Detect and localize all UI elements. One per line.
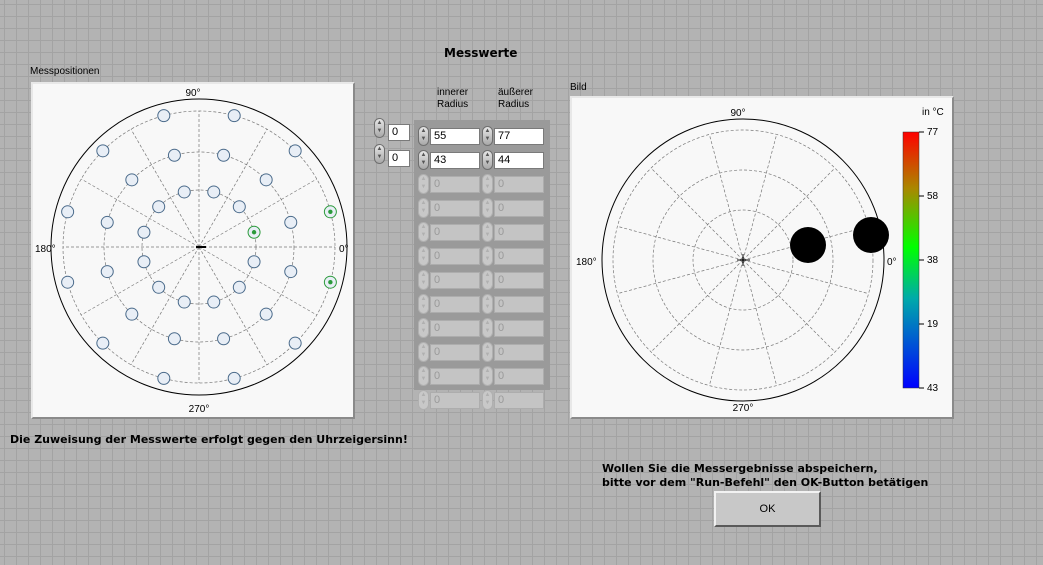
measure-position-marker[interactable] [218, 333, 230, 345]
scale-tick-label: 19 [927, 319, 939, 330]
measure-position-marker[interactable] [97, 337, 109, 349]
measure-position-marker[interactable] [248, 256, 260, 268]
inner-radius-field: 0 [430, 296, 480, 313]
scale-tick-label: 38 [927, 255, 939, 266]
inner-radius-field[interactable]: 55 [430, 128, 480, 145]
index-field-1[interactable]: 0 [388, 124, 410, 141]
angle-label-90: 90° [730, 108, 746, 119]
index-spinner-2[interactable]: ▲ ▼ [374, 144, 385, 164]
inner-radius-spinner: ▲ ▼ [418, 246, 429, 266]
inner-radius-field: 0 [430, 248, 480, 265]
outer-radius-spinner: ▲ ▼ [482, 222, 493, 242]
image-label: Bild [570, 82, 587, 93]
measure-position-marker[interactable] [233, 201, 245, 213]
measure-position-marker[interactable] [285, 216, 297, 228]
image-panel [570, 96, 954, 419]
outer-radius-spinner[interactable]: ▲ ▼ [482, 126, 493, 146]
measure-position-marker[interactable] [138, 256, 150, 268]
active-marker-dot [328, 280, 332, 284]
outer-radius-field: 0 [494, 344, 544, 361]
outer-radius-header: äußerer Radius [498, 87, 534, 110]
save-hint [602, 462, 928, 490]
measure-position-marker[interactable] [158, 110, 170, 122]
outer-radius-field: 0 [494, 368, 544, 385]
outer-radius-field: 0 [494, 224, 544, 241]
outer-radius-field: 0 [494, 176, 544, 193]
outer-radius-spinner: ▲ ▼ [482, 198, 493, 218]
outer-radius-spinner: ▲ ▼ [482, 270, 493, 290]
save-hint-line2: bitte vor dem "Run-Befehl" den OK-Button betätigen [602, 476, 929, 489]
hotspot-inner [790, 227, 826, 263]
measure-positions-plot [33, 84, 353, 417]
measure-position-marker[interactable] [289, 337, 301, 349]
measure-position-marker[interactable] [260, 308, 272, 320]
outer-radius-spinner: ▲ ▼ [482, 366, 493, 386]
measure-position-marker[interactable] [153, 201, 165, 213]
inner-radius-spinner: ▲ ▼ [418, 318, 429, 338]
measure-position-marker[interactable] [289, 145, 301, 157]
inner-radius-spinner: ▲ ▼ [418, 270, 429, 290]
save-hint-line1: Wollen Sie die Messergebnisse abspeichern, [602, 462, 878, 475]
outer-radius-spinner: ▲ ▼ [482, 294, 493, 314]
grid-spoke [709, 260, 743, 386]
measure-position-marker[interactable] [208, 186, 220, 198]
measure-position-marker[interactable] [178, 186, 190, 198]
active-marker-dot [328, 210, 332, 214]
measure-position-marker[interactable] [126, 308, 138, 320]
inner-radius-field: 0 [430, 368, 480, 385]
inner-radius-header: innerer Radius [437, 87, 469, 110]
outer-radius-field: 0 [494, 296, 544, 313]
grid-spoke [651, 168, 743, 260]
outer-radius-spinner: ▲ ▼ [482, 390, 493, 410]
outer-radius-spinner: ▲ ▼ [482, 318, 493, 338]
inner-radius-spinner[interactable]: ▲ ▼ [418, 126, 429, 146]
image-plot [572, 98, 952, 417]
measure-position-marker[interactable] [97, 145, 109, 157]
angle-label-270: 270° [732, 403, 754, 414]
measure-positions-label: Messpositionen [30, 66, 100, 77]
measure-position-marker[interactable] [285, 266, 297, 278]
angle-label-180: 180° [35, 244, 56, 255]
grid-spoke [743, 260, 777, 386]
inner-radius-field: 0 [430, 344, 480, 361]
grid-spoke [743, 260, 869, 294]
grid-spoke [651, 260, 743, 352]
outer-radius-field: 0 [494, 200, 544, 217]
inner-radius-spinner: ▲ ▼ [418, 366, 429, 386]
inner-radius-field: 0 [430, 272, 480, 289]
inner-radius-spinner: ▲ ▼ [418, 294, 429, 314]
measure-position-marker[interactable] [260, 174, 272, 186]
outer-radius-spinner: ▲ ▼ [482, 174, 493, 194]
scale-tick-label: 58 [927, 191, 939, 202]
color-scale-bar [903, 132, 919, 388]
inner-radius-spinner: ▲ ▼ [418, 222, 429, 242]
angle-label-270: 270° [188, 404, 210, 415]
measure-position-marker[interactable] [101, 266, 113, 278]
outer-radius-field[interactable]: 44 [494, 152, 544, 169]
outer-radius-spinner[interactable]: ▲ ▼ [482, 150, 493, 170]
outer-radius-spinner: ▲ ▼ [482, 246, 493, 266]
inner-radius-field: 0 [430, 176, 480, 193]
measure-position-marker[interactable] [158, 372, 170, 384]
unit-label: in °C [922, 107, 944, 118]
index-field-2[interactable]: 0 [388, 150, 410, 167]
measure-position-marker[interactable] [101, 216, 113, 228]
inner-radius-spinner: ▲ ▼ [418, 390, 429, 410]
ok-button[interactable]: OK [714, 491, 821, 527]
inner-radius-field: 0 [430, 392, 480, 409]
measure-position-marker[interactable] [228, 372, 240, 384]
angle-label-90: 90° [185, 88, 201, 99]
inner-radius-field: 0 [430, 224, 480, 241]
measure-position-marker[interactable] [208, 296, 220, 308]
inner-radius-spinner[interactable]: ▲ ▼ [418, 150, 429, 170]
inner-radius-spinner: ▲ ▼ [418, 342, 429, 362]
measure-position-marker[interactable] [168, 149, 180, 161]
measure-position-marker[interactable] [218, 149, 230, 161]
inner-radius-field: 0 [430, 320, 480, 337]
scale-tick-label: 77 [927, 127, 939, 138]
measure-position-marker[interactable] [228, 110, 240, 122]
angle-label-180: 180° [576, 257, 597, 268]
outer-radius-field: 0 [494, 392, 544, 409]
grid-spoke [709, 134, 743, 260]
inner-radius-field: 0 [430, 200, 480, 217]
measure-position-marker[interactable] [62, 276, 74, 288]
page-title: Messwerte [444, 46, 518, 60]
inner-radius-spinner: ▲ ▼ [418, 174, 429, 194]
measure-position-marker[interactable] [62, 206, 74, 218]
grid-spoke [617, 226, 743, 260]
outer-radius-field[interactable]: 77 [494, 128, 544, 145]
measure-position-marker[interactable] [178, 296, 190, 308]
scale-tick-label: 43 [927, 383, 939, 394]
grid-spoke [743, 260, 835, 352]
outer-radius-field: 0 [494, 248, 544, 265]
outer-radius-field: 0 [494, 320, 544, 337]
index-spinner-1[interactable]: ▲ ▼ [374, 118, 385, 138]
angle-label-0: 0° [339, 244, 349, 255]
inner-radius-spinner: ▲ ▼ [418, 198, 429, 218]
active-marker-dot [252, 230, 256, 234]
angle-label-0: 0° [887, 257, 897, 268]
outer-radius-spinner: ▲ ▼ [482, 342, 493, 362]
hotspot-outer [853, 217, 889, 253]
measure-position-marker[interactable] [168, 333, 180, 345]
measure-positions-panel [31, 82, 355, 419]
direction-note: Die Zuweisung der Messwerte erfolgt gegen den Uhrzeigersinn! [10, 433, 408, 446]
grid-spoke [743, 134, 777, 260]
inner-radius-field[interactable]: 43 [430, 152, 480, 169]
measure-position-marker[interactable] [138, 226, 150, 238]
measure-position-marker[interactable] [126, 174, 138, 186]
measure-position-marker[interactable] [153, 281, 165, 293]
outer-radius-field: 0 [494, 272, 544, 289]
grid-spoke [617, 260, 743, 294]
measure-position-marker[interactable] [233, 281, 245, 293]
